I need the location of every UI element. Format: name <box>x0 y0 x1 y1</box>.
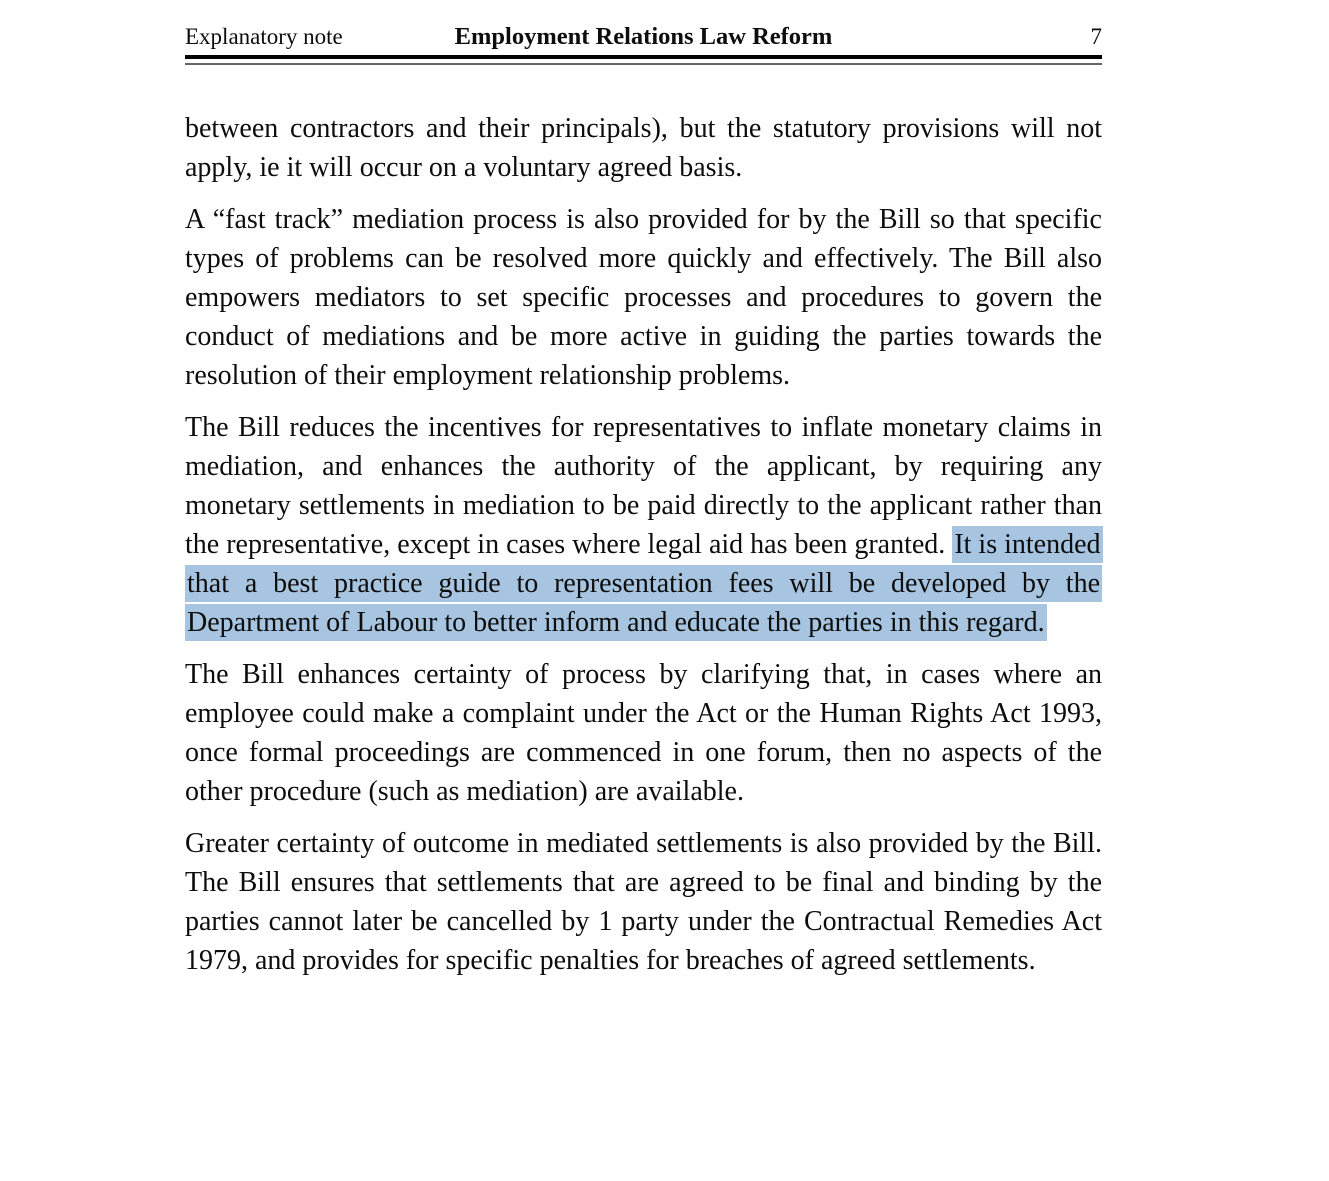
text-segment: between contractors and their principals), but the statutory provisions will not apply, ie it will occur on a voluntary agreed basis. <box>185 113 1102 183</box>
paragraph <box>185 824 1102 980</box>
text-segment: The Bill reduces the incentives for representatives to inflate monetary claims in mediation, and enhances the authority of the applicant, by requiring any monetary settlements in mediation to be paid directly to the applicant rather than the representative, except in cases where legal aid has been granted. <box>185 412 1102 560</box>
running-header <box>185 24 1102 55</box>
paragraph <box>185 200 1102 395</box>
header-rule-top <box>185 55 1102 59</box>
paragraph <box>185 109 1102 187</box>
text-segment: Greater certainty of outcome in mediated settlements is also provided by the Bill. The Bill ensures that settlements that are agreed to be final and binding by the parties cannot later be cancelled by 1 party under the Contractual Remedies Act 1979, and provides for specific penalties for breaches of agreed settlements. <box>185 828 1102 976</box>
paragraph <box>185 408 1102 642</box>
header-title: Employment Relations Law Reform <box>454 23 833 50</box>
header-section-label: Explanatory note <box>185 24 343 49</box>
document-body <box>185 109 1102 980</box>
paragraph <box>185 655 1102 811</box>
highlighted-text: It is intended that a best practice guide to representation fees will be developed by the Department of Labour to better inform and educate the parties in this regard. <box>185 526 1103 641</box>
page-content <box>185 24 1102 993</box>
text-segment: A “fast track” mediation process is also provided for by the Bill so that specific types of problems can be resolved more quickly and effectively. The Bill also empowers mediators to set specific processes and procedures to govern the conduct of mediations and be more active in guiding the parties towards the resolution of their employment relationship problems. <box>185 204 1102 391</box>
header-page-number: 7 <box>1090 24 1102 49</box>
text-segment: The Bill enhances certainty of process by clarifying that, in cases where an employee could make a complaint under the Act or the Human Rights Act 1993, once formal proceedings are commenced in one forum, then no aspects of the other procedure (such as mediation) are available. <box>185 659 1102 807</box>
header-rule-bottom <box>185 63 1102 65</box>
